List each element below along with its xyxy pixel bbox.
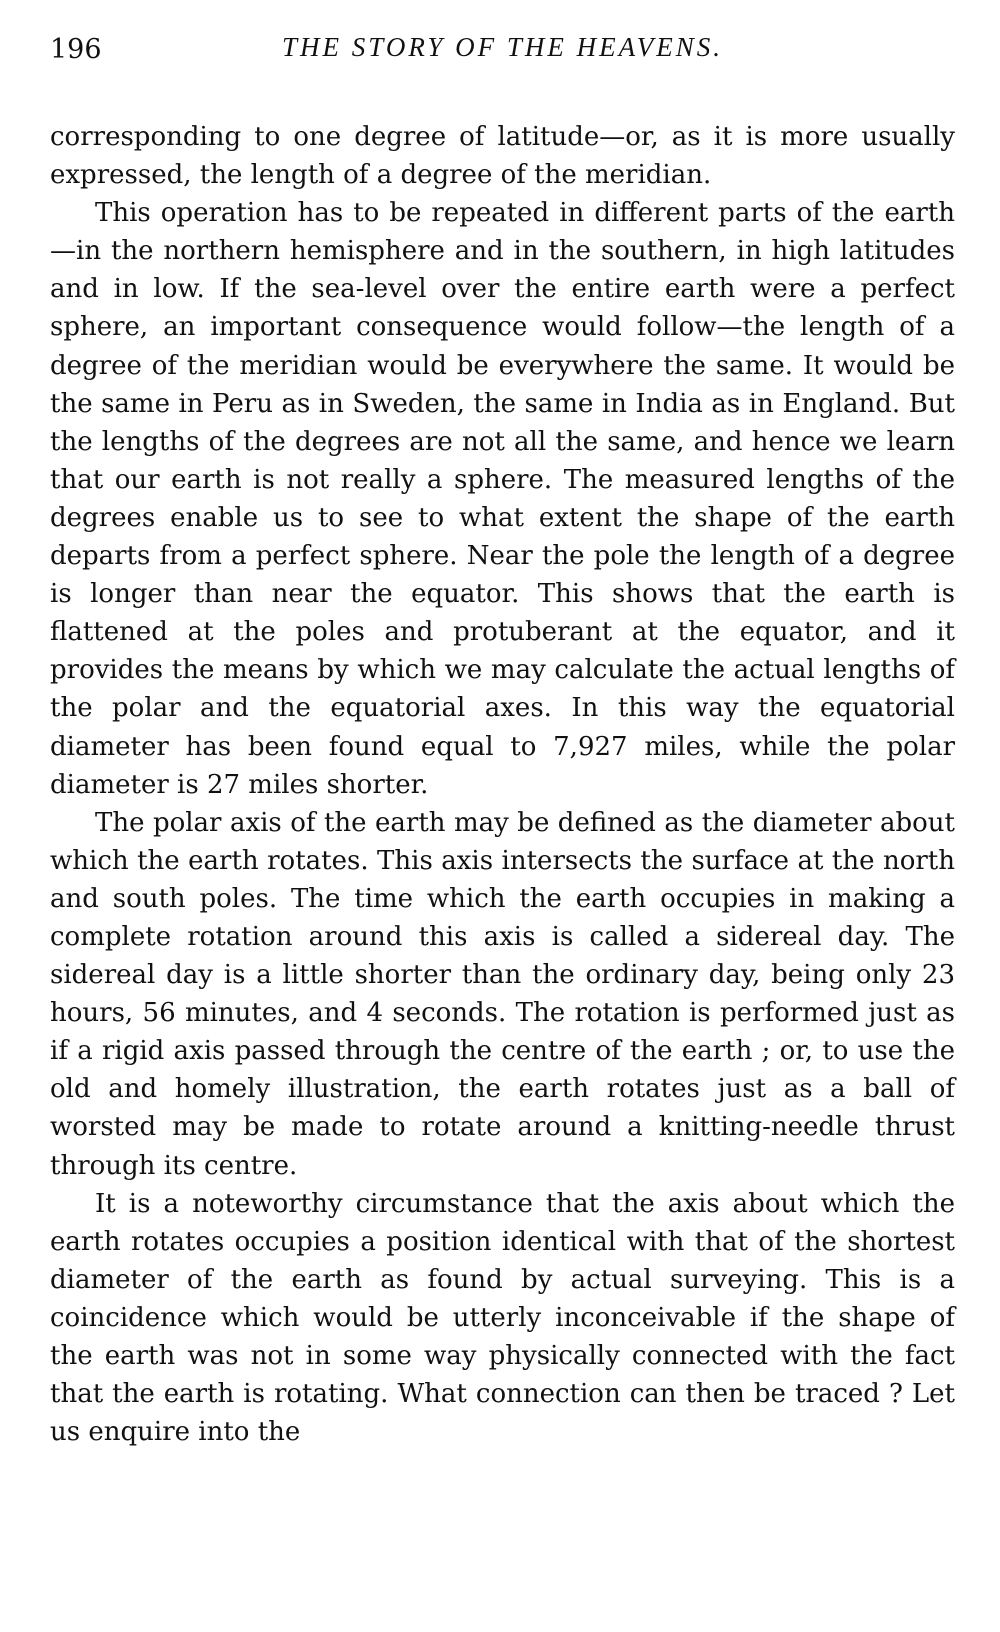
- paragraph: This operation has to be repeated in different parts of the earth—in the northern hemisphere and in the southern, in high latitudes and in low. If the sea-level over the entire earth were a perfect sphere, an important consequence would follow—the length of a degree of the meridian would be everywhere the same. It would be the same in Peru as in Sweden, the same in India as in England. But the lengths of the degrees are not all the same, and hence we learn that our earth is not really a sphere. The measured lengths of the degrees enable us to see to what extent the shape of the earth departs from a perfect sphere. Near the pole the length of a degree is longer than near the equator. This shows that the earth is flattened at the poles and protuberant at the equator, and it provides the means by which we may calculate the actual lengths of the polar and the equatorial axes. In this way the equatorial diameter has been found equal to 7,927 miles, while the polar diameter is 27 miles shorter.: [50, 198, 955, 800]
- page-header: [50, 24, 955, 84]
- page-number: 196: [50, 34, 102, 65]
- paragraph: The polar axis of the earth may be defined as the diameter about which the earth rotates. This axis intersects the surface at the north and south poles. The time which the earth occupies in making a complete rotation around this axis is called a sidereal day. The sidereal day is a little shorter than the ordinary day, being only 23 hours, 56 minutes, and 4 seconds. The rotation is performed just as if a rigid axis passed through the centre of the earth ; or, to use the old and homely illustration, the earth rotates just as a ball of worsted may be made to rotate around a knitting-needle thrust through its centre.: [50, 807, 955, 1181]
- paragraph-continued: corresponding to one degree of latitude—or, as it is more usually expressed, the length of a degree of the meridian.: [50, 122, 955, 191]
- paragraph: It is a noteworthy circumstance that the axis about which the earth rotates occupies a position identical with that of the shortest diameter of the earth as found by actual surveying. This is a coincidence which would be utterly inconceivable if the shape of the earth was not in some way physically connected with the fact that the earth is rotating. What connection can then be traced ? Let us enquire into the: [50, 1188, 955, 1448]
- book-page: [50, 24, 955, 1451]
- body-text: [50, 118, 955, 1451]
- running-head: THE STORY OF THE HEAVENS.: [282, 32, 723, 62]
